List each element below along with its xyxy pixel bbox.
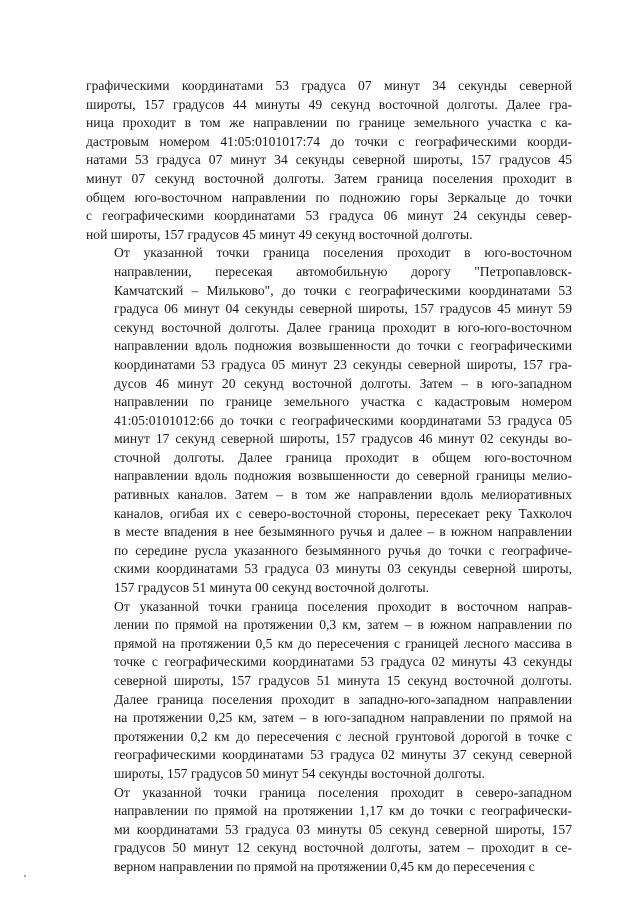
text-line: градуса 06 минут 04 секунды северной широты, 157 градусов 45 минут 59 bbox=[114, 301, 572, 317]
text-line: ми координатами 53 градуса 03 минуты 05 секунд северной широты, 157 bbox=[114, 821, 572, 837]
document-body bbox=[86, 77, 572, 877]
text-line: точке с географическими координатами 53 градуса 02 минуты 43 секунды bbox=[114, 654, 572, 670]
text-line: сточной долготы. Далее граница проходит в общем юго-восточном bbox=[114, 449, 572, 465]
text-line: координатами 53 градуса 05 минут 23 секунды северной широты, 157 гра- bbox=[114, 356, 572, 372]
text-line: каналов, огибая их с северо-восточной стороны, пересекает реку Тахколоч bbox=[114, 505, 572, 521]
text-line: на протяжении 0,25 км, затем – в юго-западном направлении по прямой на bbox=[114, 710, 572, 726]
text-line: скими координатами 53 градуса 03 минуты 03 секунды северной широты, bbox=[114, 561, 572, 577]
text-line: От указанной точки граница поселения проходит в юго-восточном bbox=[114, 245, 572, 261]
text-line: направлении вдоль подножия возвышенности до северной границы мелио- bbox=[114, 468, 572, 484]
text-line: направлении, пересекая автомобильную дорогу "Петропавловск- bbox=[114, 263, 572, 279]
text-line: дастровым номером 41:05:0101017:74 до точки с географическими коорди- bbox=[86, 133, 572, 149]
text-line: широты, 157 градусов 44 минуты 49 секунд восточной долготы. Далее гра- bbox=[86, 96, 572, 112]
text-line: минут 17 секунд северной широты, 157 градусов 46 минут 02 секунды во- bbox=[114, 431, 572, 447]
paragraph bbox=[86, 784, 572, 877]
text-line: 157 градусов 51 минута 00 секунд восточной долготы. bbox=[114, 580, 429, 596]
text-line: ной широты, 157 градусов 45 минут 49 секунд восточной долготы. bbox=[86, 226, 473, 242]
text-line: в месте впадения в нее безымянного ручья и далее – в южном направлении bbox=[114, 524, 572, 540]
paragraph bbox=[86, 244, 572, 597]
text-line: Далее граница поселения проходит в западно-юго-западном направлении bbox=[114, 691, 572, 707]
text-line: графическими координатами 53 градуса 07 минут 34 секунды северной bbox=[86, 78, 572, 93]
text-line: ница проходит в том же направлении по границе земельного участка с ка- bbox=[86, 115, 572, 131]
text-line: общем юго-восточном направлении по подножию горы Зеркальце до точки bbox=[86, 189, 572, 205]
text-line: направлении по границе земельного участка с кадастровым номером bbox=[114, 394, 572, 410]
text-line: минут 07 секунд восточной долготы. Затем граница поселения проходит в bbox=[86, 170, 572, 186]
text-line: по середине русла указанного безымянного ручья до точки с географиче- bbox=[114, 542, 572, 558]
text-line: ративных каналов. Затем – в том же направлении вдоль мелиоративных bbox=[114, 487, 572, 503]
text-line: широты, 157 градусов 50 минут 54 секунды восточной долготы. bbox=[114, 765, 485, 781]
text-line: градусов 50 минут 12 секунд восточной долготы, затем – проходит в се- bbox=[114, 840, 572, 856]
text-line: натами 53 градуса 07 минут 34 секунды северной широты, 157 градусов 45 bbox=[86, 152, 572, 168]
paragraph bbox=[86, 77, 572, 244]
text-line: От указанной точки граница поселения проходит в восточном направ- bbox=[114, 598, 572, 614]
text-line: с географическими координатами 53 градуса 06 минут 24 секунды север- bbox=[86, 208, 572, 224]
text-line: 41:05:0101012:66 до точки с географическими координатами 53 градуса 05 bbox=[114, 412, 572, 428]
text-line: северной широты, 157 градусов 51 минута 15 секунд восточной долготы. bbox=[114, 673, 572, 688]
text-line: направлении вдоль подножия возвышенности до точки с географическими bbox=[114, 338, 572, 354]
text-line: верном направлении по прямой на протяжении 0,45 км до пересечения с bbox=[114, 858, 535, 874]
paragraph bbox=[86, 598, 572, 784]
scan-speck bbox=[24, 875, 26, 877]
text-line: Камчатский – Мильково", до точки с географическими координатами 53 bbox=[114, 282, 572, 298]
text-line: протяжении 0,2 км до пересечения с лесной грунтовой дорогой в точке с bbox=[114, 728, 572, 744]
text-line: дусов 46 минут 20 секунд восточной долготы. Затем – в юго-западном bbox=[114, 375, 572, 391]
text-line: прямой на протяжении 0,5 км до пересечения с границей лесного массива в bbox=[114, 635, 572, 651]
text-line: секунд восточной долготы. Далее граница проходит в юго-юго-восточном bbox=[114, 319, 572, 335]
text-line: От указанной точки граница поселения проходит в северо-западном bbox=[114, 784, 572, 800]
text-line: направлении по прямой на протяжении 1,17 км до точки с географически- bbox=[114, 803, 572, 819]
text-line: лении по прямой на протяжении 0,3 км, затем – в южном направлении по bbox=[114, 617, 572, 633]
text-line: географическими координатами 53 градуса 02 минуты 37 секунд северной bbox=[114, 747, 572, 763]
